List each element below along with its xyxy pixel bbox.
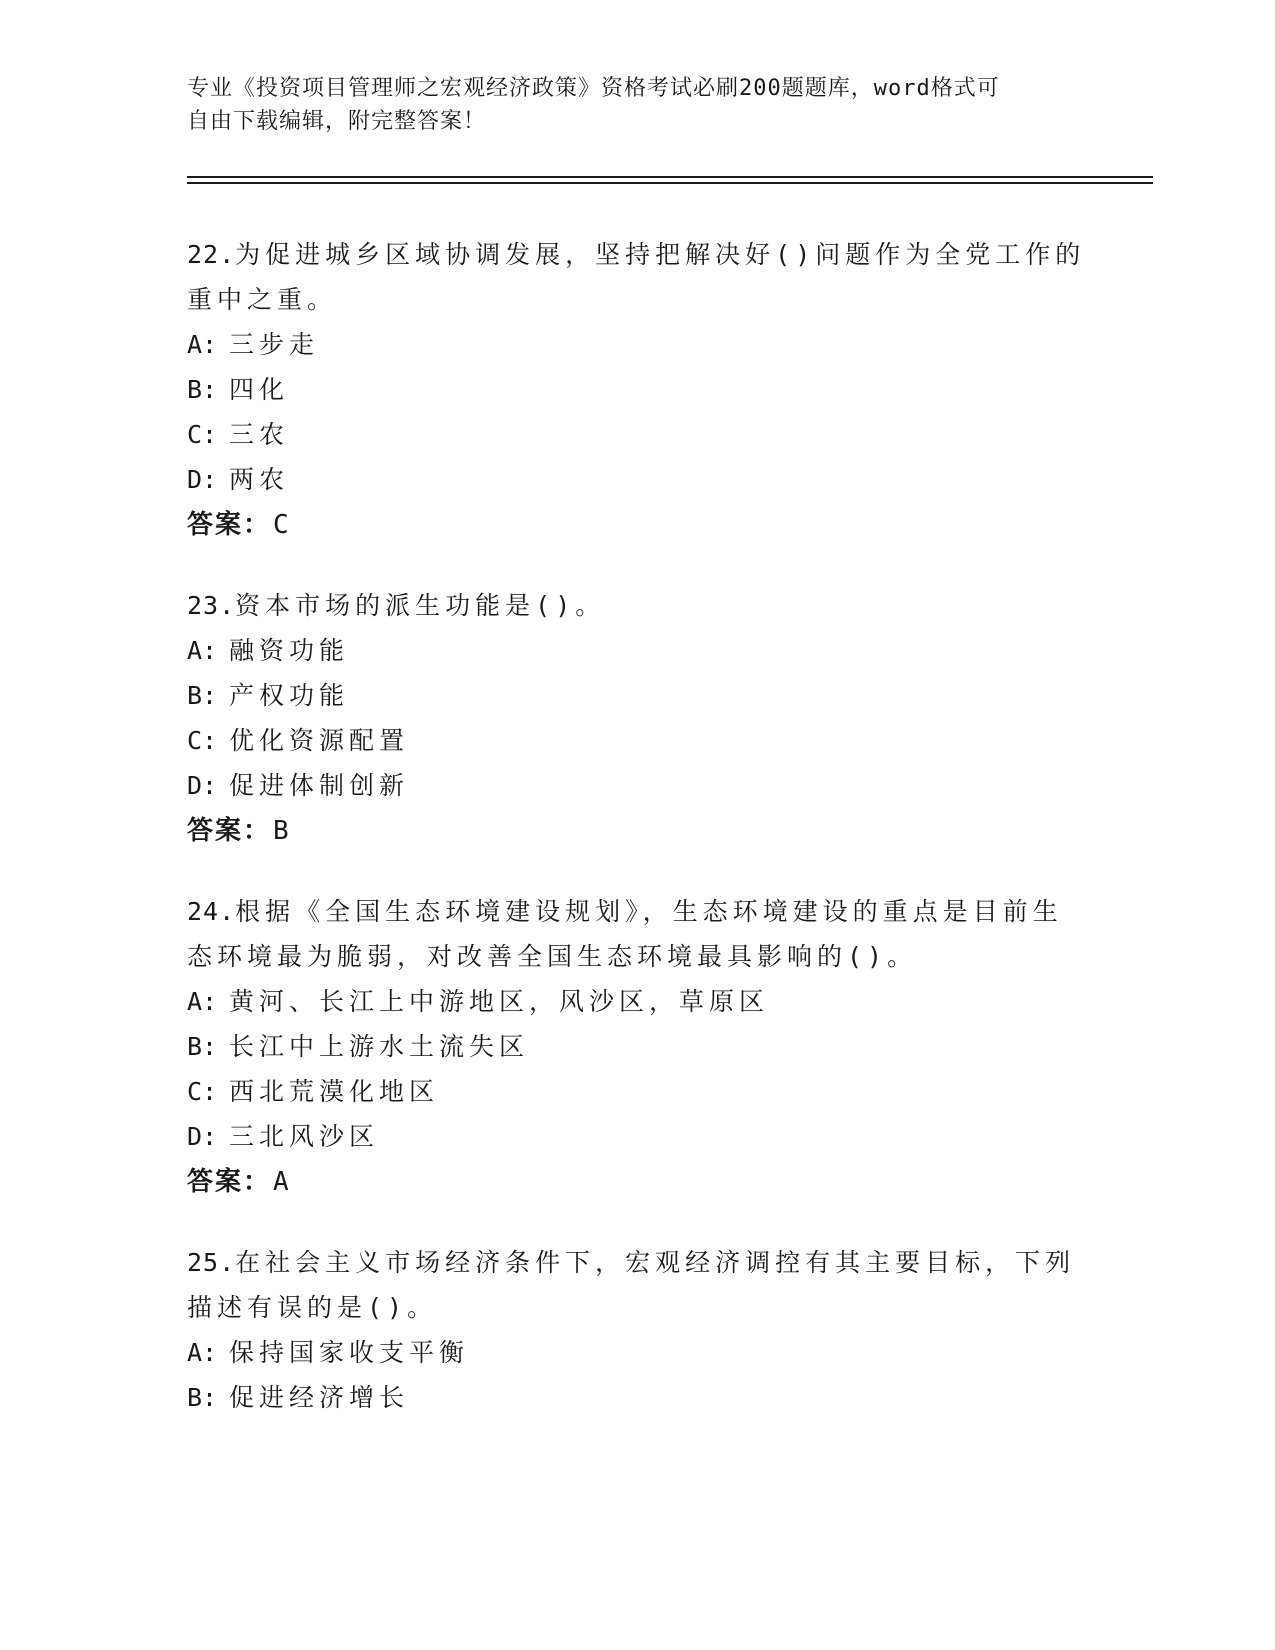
option-text: 三步走 — [229, 330, 320, 359]
question-text — [187, 583, 1087, 628]
option-label: C: — [187, 726, 218, 755]
question-list — [187, 232, 1087, 1455]
option-d — [187, 457, 1087, 502]
question-number: 23. — [187, 591, 236, 620]
answer-line — [187, 1159, 1087, 1205]
option-label: A: — [187, 987, 218, 1016]
option-a — [187, 322, 1087, 367]
header-line-1: 专业《投资项目管理师之宏观经济政策》资格考试必刷200题题库，word格式可 — [187, 76, 1000, 101]
question-stem: 为促进城乡区域协调发展，坚持把解决好()问题作为全党工作的重中之重。 — [187, 240, 1086, 314]
question-text — [187, 889, 1087, 979]
answer-label: 答案： — [187, 816, 272, 846]
option-a — [187, 1330, 1087, 1375]
option-text: 四化 — [229, 375, 290, 404]
question-number: 25. — [187, 1248, 236, 1277]
option-text: 保持国家收支平衡 — [229, 1338, 470, 1367]
answer-value: C — [273, 510, 291, 540]
option-text: 长江中上游水土流失区 — [229, 1032, 530, 1061]
option-text: 优化资源配置 — [229, 726, 410, 755]
question-text — [187, 232, 1087, 322]
question-stem: 在社会主义市场经济条件下，宏观经济调控有其主要目标，下列描述有误的是()。 — [187, 1248, 1076, 1322]
option-label: A: — [187, 636, 218, 665]
header-line-2: 自由下载编辑，附完整答案！ — [187, 109, 487, 134]
header-divider-bottom — [187, 182, 1153, 184]
answer-label: 答案： — [187, 1167, 272, 1197]
answer-value: B — [273, 816, 291, 846]
option-a — [187, 628, 1087, 673]
option-b — [187, 1024, 1087, 1069]
option-d — [187, 1114, 1087, 1159]
option-label: B: — [187, 681, 218, 710]
header-divider-top — [187, 176, 1153, 178]
option-a — [187, 979, 1087, 1024]
option-label: B: — [187, 1032, 218, 1061]
option-text: 西北荒漠化地区 — [229, 1077, 440, 1106]
question-number: 22. — [187, 240, 236, 269]
answer-value: A — [273, 1167, 291, 1197]
option-b — [187, 367, 1087, 412]
option-label: C: — [187, 1077, 218, 1106]
option-c — [187, 718, 1087, 763]
option-label: D: — [187, 465, 218, 494]
question-22 — [187, 232, 1087, 548]
option-text: 促进经济增长 — [229, 1383, 410, 1412]
option-label: C: — [187, 420, 218, 449]
document-header — [187, 72, 1067, 138]
option-b — [187, 673, 1087, 718]
answer-line — [187, 502, 1087, 548]
question-24 — [187, 889, 1087, 1205]
option-text: 黄河、长江上中游地区，风沙区，草原区 — [229, 987, 770, 1016]
option-text: 两农 — [229, 465, 290, 494]
question-25 — [187, 1240, 1087, 1420]
question-text — [187, 1240, 1087, 1330]
option-text: 三农 — [229, 420, 290, 449]
answer-label: 答案： — [187, 510, 272, 540]
question-number: 24. — [187, 897, 236, 926]
option-text: 促进体制创新 — [229, 771, 410, 800]
option-label: D: — [187, 771, 218, 800]
option-label: A: — [187, 330, 218, 359]
option-label: D: — [187, 1122, 218, 1151]
option-label: B: — [187, 1383, 218, 1412]
option-label: A: — [187, 1338, 218, 1367]
question-stem: 资本市场的派生功能是()。 — [235, 591, 606, 620]
answer-line — [187, 808, 1087, 854]
option-c — [187, 1069, 1087, 1114]
option-c — [187, 412, 1087, 457]
option-text: 融资功能 — [229, 636, 350, 665]
question-stem: 根据《全国生态环境建设规划》，生态环境建设的重点是目前生态环境最为脆弱，对改善全国生态环境最具影响的()。 — [187, 897, 1063, 971]
option-d — [187, 763, 1087, 808]
question-23 — [187, 583, 1087, 854]
option-b — [187, 1375, 1087, 1420]
option-label: B: — [187, 375, 218, 404]
option-text: 产权功能 — [229, 681, 350, 710]
option-text: 三北风沙区 — [229, 1122, 380, 1151]
